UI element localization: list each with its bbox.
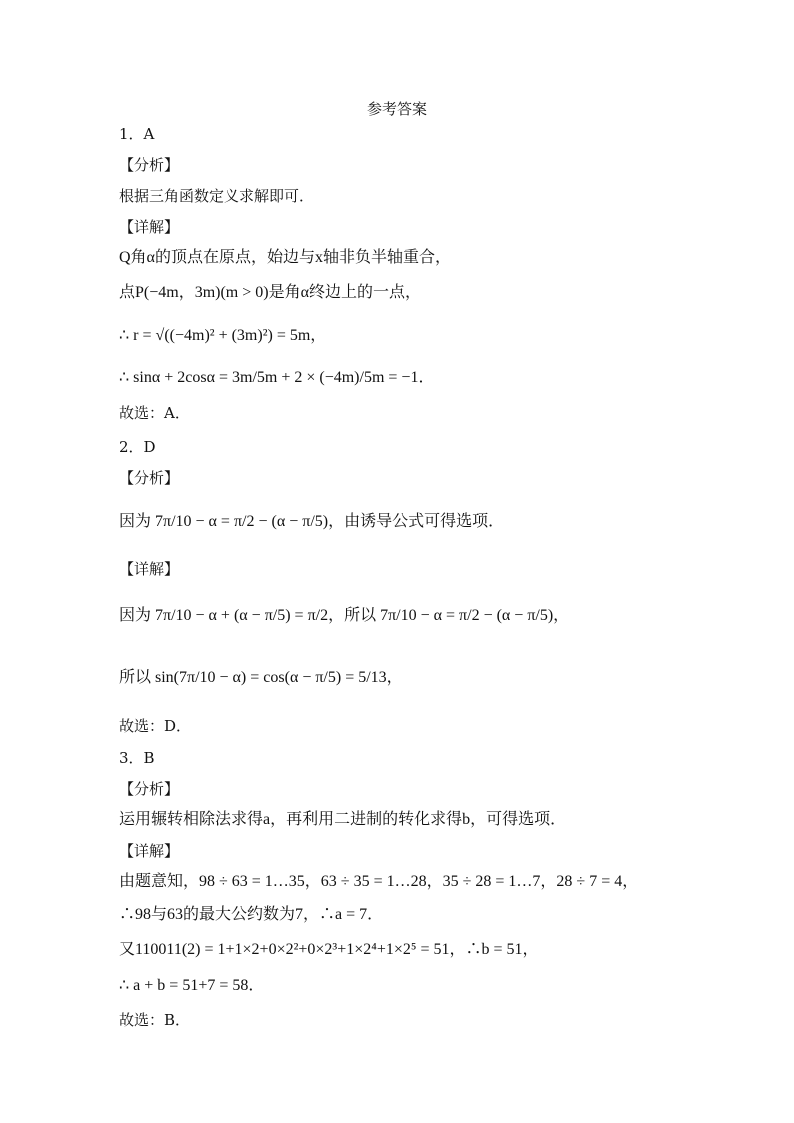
q1-step-1: Q角α的顶点在原点，始边与x轴非负半轴重合， (119, 249, 451, 266)
q2-analysis-heading: 【分析】 (119, 469, 180, 487)
q3-detail-heading: 【详解】 (119, 842, 180, 860)
q2-step-2: 所以 sin(7π/10 − α) = cos(α − π/5) = 5/13， (119, 669, 403, 686)
q1-answer: 1．A (119, 125, 155, 143)
q2-answer: 2．D (119, 438, 156, 456)
q1-analysis-text: 根据三角函数定义求解即可． (119, 187, 315, 205)
q1-step-2: 点P(−4m，3m)(m > 0)是角α终边上的一点， (119, 284, 421, 301)
q3-step-4: ∴ a + b = 51+7 = 58． (119, 977, 265, 994)
q2-detail-heading: 【详解】 (119, 560, 180, 578)
q1-step-3: ∴ r = √((−4m)² + (3m)²) = 5m， (119, 327, 327, 344)
q3-analysis-text: 运用辗转相除法求得a，再利用二进制的转化求得b，可得选项． (119, 811, 567, 828)
q1-detail-heading: 【详解】 (119, 218, 180, 236)
q2-analysis-text: 因为 7π/10 − α = π/2 − (α − π/5)，由诱导公式可得选项． (119, 513, 505, 530)
q3-step-1: 由题意知，98 ÷ 63 = 1…35，63 ÷ 35 = 1…28，35 ÷ 28 = 1…7，28 ÷ 7 = 4， (119, 873, 639, 890)
q2-conclusion: 故选：D． (119, 717, 192, 735)
q3-analysis-heading: 【分析】 (119, 780, 180, 798)
q1-conclusion: 故选：A． (119, 404, 190, 422)
q3-conclusion: 故选：B． (119, 1011, 191, 1029)
q2-step-1: 因为 7π/10 − α + (α − π/5) = π/2，所以 7π/10 − α = π/2 − (α − π/5)， (119, 607, 570, 624)
q1-step-4: ∴ sinα + 2cosα = 3m/5m + 2 × (−4m)/5m = −1． (119, 369, 435, 386)
q3-answer: 3．B (119, 749, 155, 767)
q3-step-2: ∴98与63的最大公约数为7，∴a = 7． (119, 906, 384, 923)
q3-step-3: 又110011(2) = 1+1×2+0×2²+0×2³+1×2⁴+1×2⁵ = 51，∴b = 51， (119, 941, 539, 958)
q1-analysis-heading: 【分析】 (119, 156, 180, 174)
page-title: 参考答案 (366, 100, 427, 118)
